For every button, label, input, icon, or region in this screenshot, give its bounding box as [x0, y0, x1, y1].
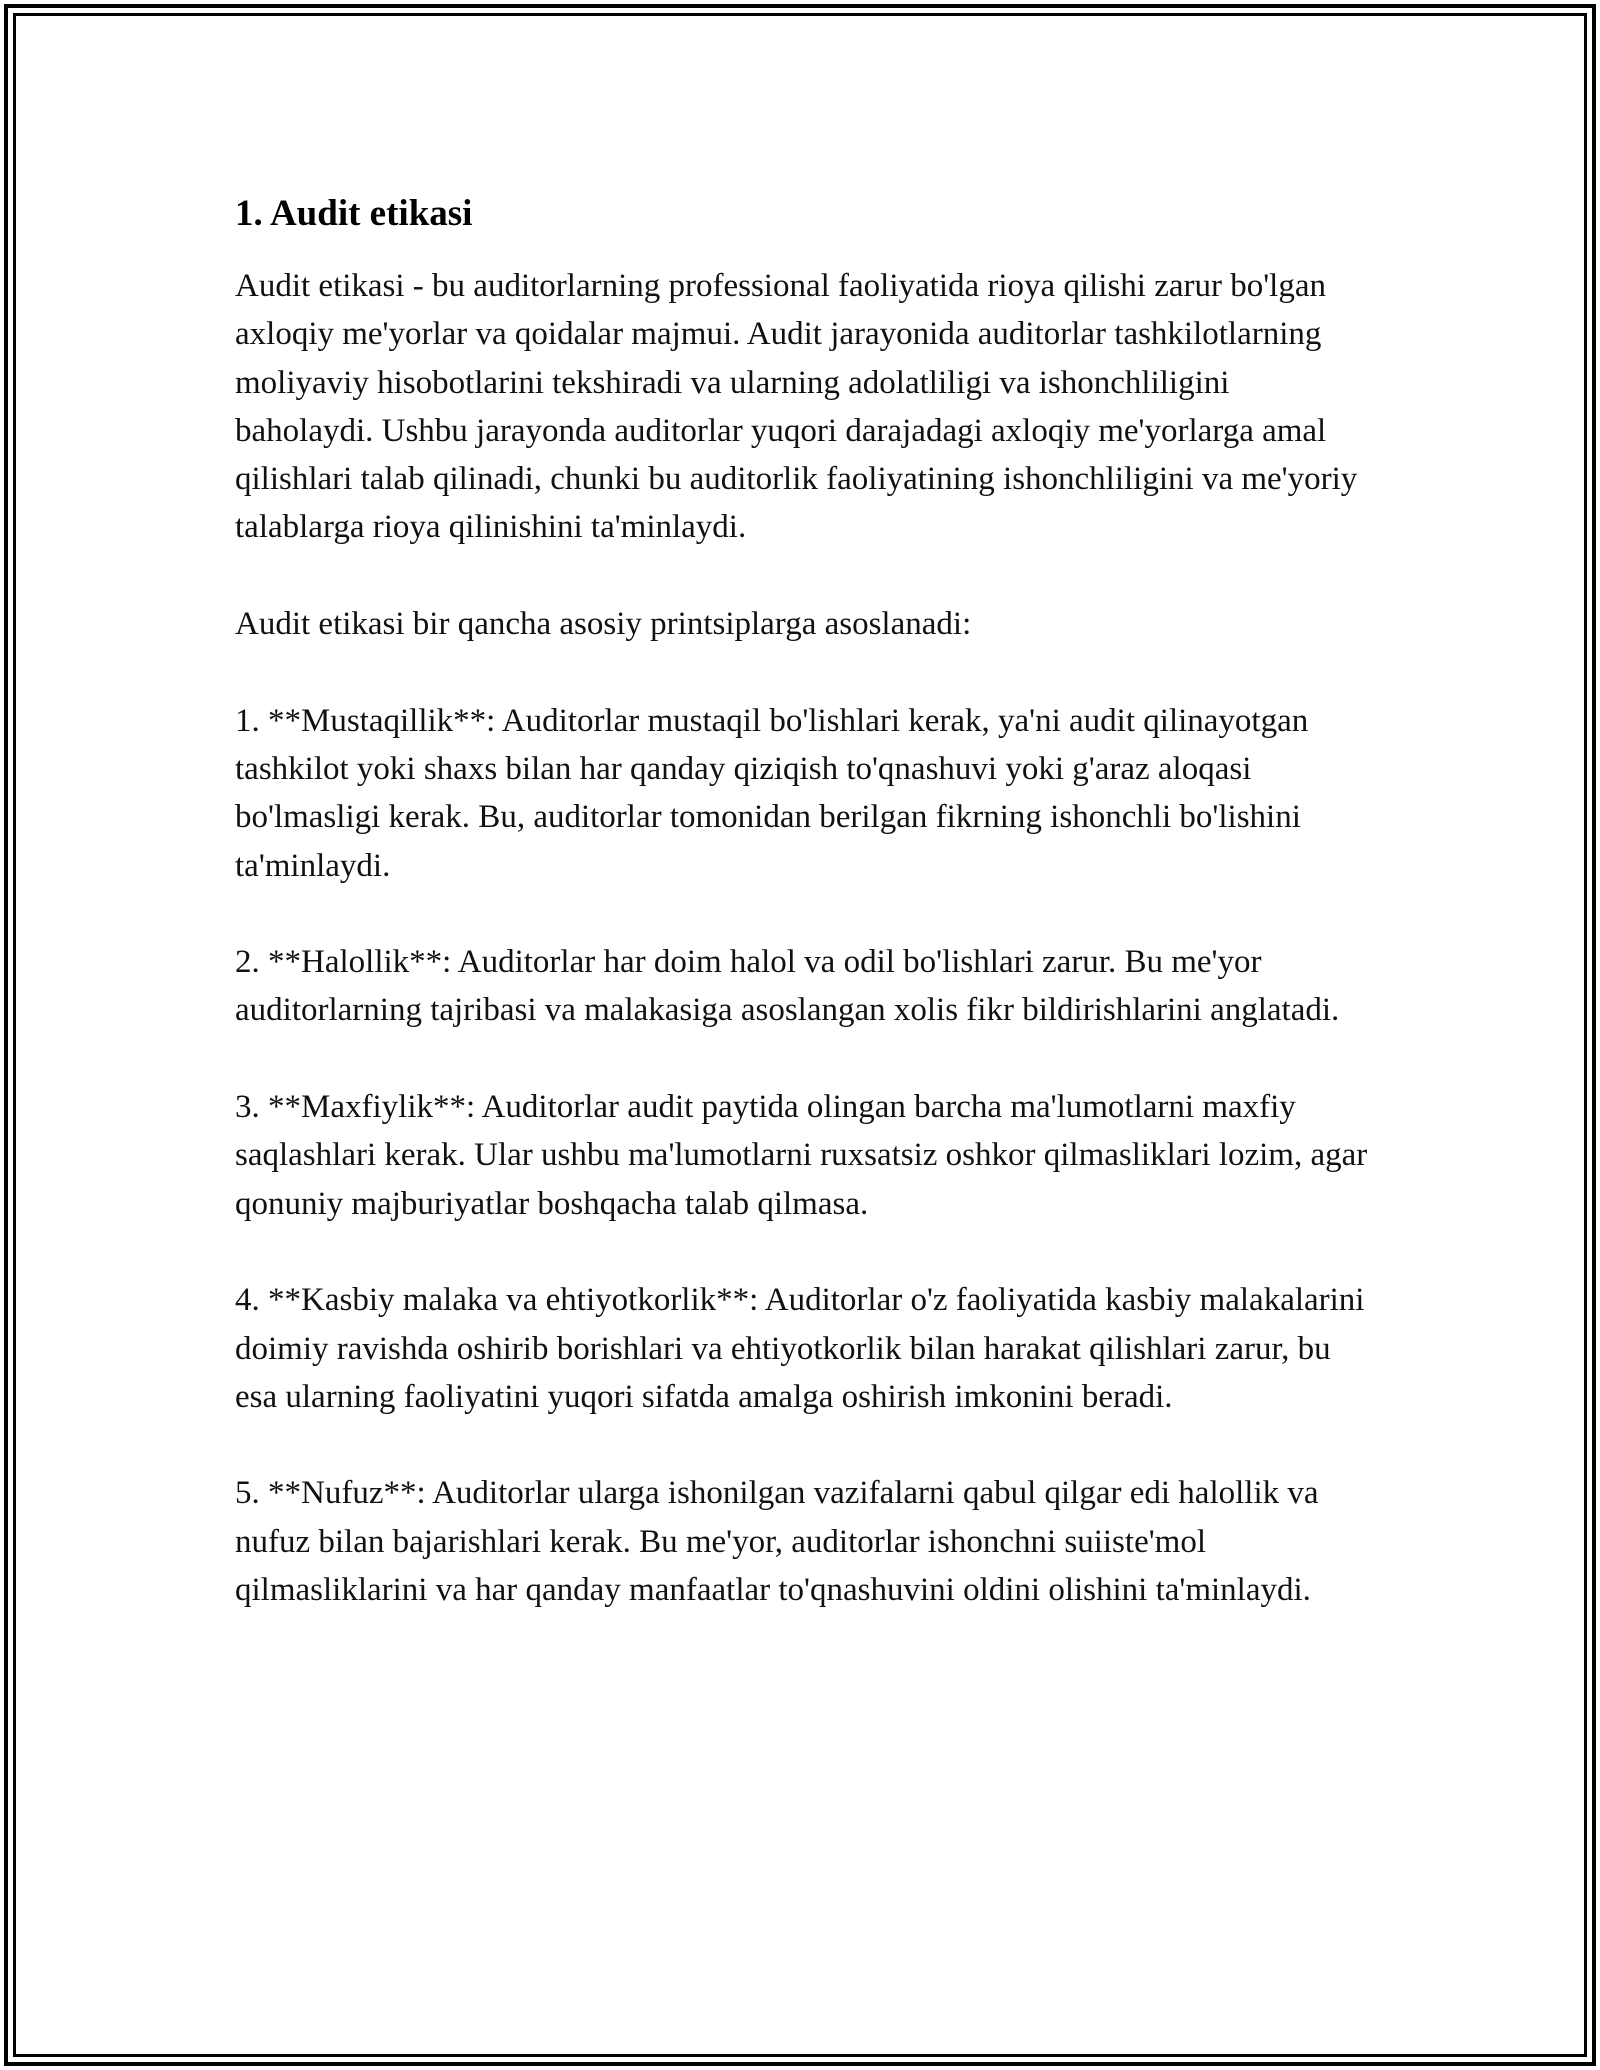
- principle-reputation: 5. **Nufuz**: Auditorlar ularga ishonilgan vazifalarni qabul qilgar edi halollik va nufuz bilan bajarishlari kerak. Bu me'yor, auditorlar ishonchni suiiste'mol qilmasliklarini va har qanday manfaatlar to'qnashuvini oldini olishini ta'minlaydi.: [235, 1475, 1319, 1609]
- principle-honesty: 2. **Halollik**: Auditorlar har doim halol va odil bo'lishlari zarur. Bu me'yor auditorlarning tajribasi va malakasiga asoslangan xolis fikr bildirishlarini anglatadi.: [235, 944, 1340, 1029]
- section-heading: 1. Audit etikasi: [235, 193, 473, 234]
- principles-intro: Audit etikasi bir qancha asosiy printsiplarga asoslanadi:: [235, 606, 972, 643]
- document-body: [235, 186, 1370, 1663]
- principle-competence: 4. **Kasbiy malaka va ehtiyotkorlik**: Auditorlar o'z faoliyatida kasbiy malakalarini doimiy ravishda oshirib borishlari va ehtiyotkorlik bilan harakat qilishlari zarur, bu esa ularning faoliyatini yuqori sifatda amalga oshirish imkonini beradi.: [235, 1282, 1365, 1415]
- principle-confidentiality: 3. **Maxfiylik**: Auditorlar audit paytida olingan barcha ma'lumotlarni maxfiy saqlashlari kerak. Ular ushbu ma'lumotlarni ruxsatsiz oshkor qilmasliklari lozim, agar qonuniy majburiyatlar boshqacha talab qilmasa.: [235, 1089, 1368, 1222]
- intro-paragraph: Audit etikasi - bu auditorlarning professional faoliyatida rioya qilishi zarur bo'lgan axloqiy me'yorlar va qoidalar majmui. Audit jarayonida auditorlar tashkilotlarning moliyaviy hisobotlarini tekshiradi va ularning adolatliligi va ishonchliligini baholaydi. Ushbu jarayonda auditorlar yuqori darajadagi axloqiy me'yorlarga amal qilishlari talab qilinadi, chunki bu auditorlik faoliyatining ishonchliligini va me'yoriy talablarga rioya qilinishini ta'minlaydi.: [235, 268, 1358, 546]
- principle-independence: 1. **Mustaqillik**: Auditorlar mustaqil bo'lishlari kerak, ya'ni audit qilinayotgan tashkilot yoki shaxs bilan har qanday qiziqish to'qnashuvi yoki g'araz aloqasi bo'lmasligi kerak. Bu, auditorlar tomonidan berilgan fikrning ishonchli bo'lishini ta'minlaydi.: [235, 702, 1309, 884]
